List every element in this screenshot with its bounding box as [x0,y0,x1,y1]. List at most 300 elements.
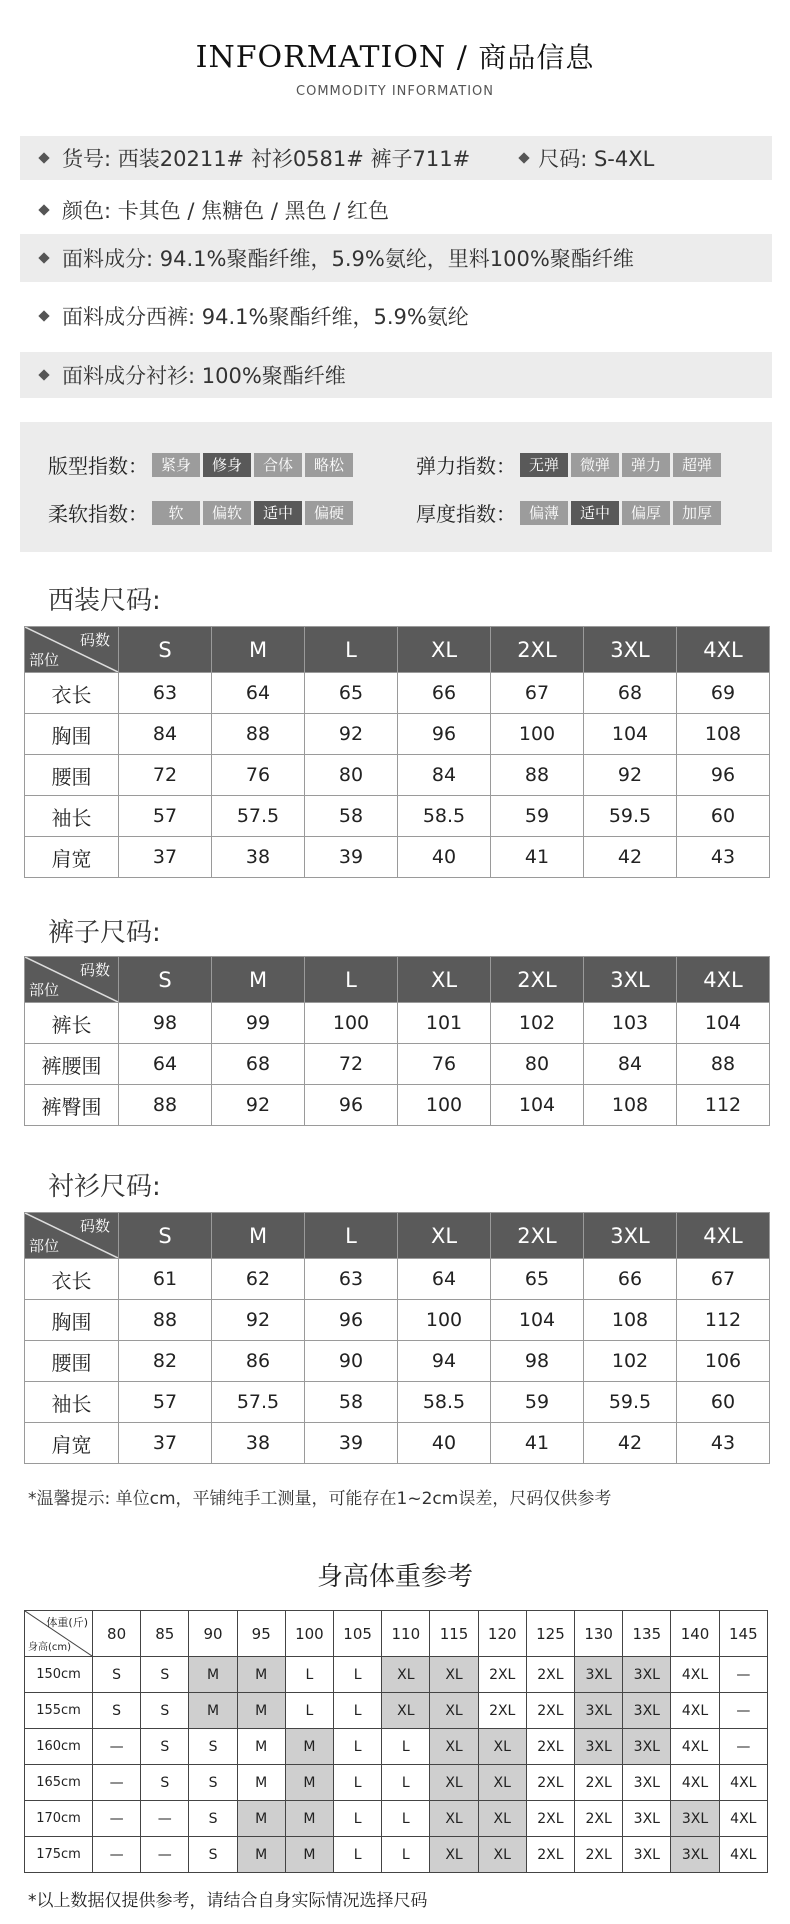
size-cell: S [93,1693,141,1729]
size-header: L [305,627,398,673]
size-cell: S [189,1801,237,1837]
info-row-color [20,190,772,230]
table-row [25,796,770,837]
table-row [25,1300,770,1341]
table-cell: 108 [584,1085,677,1126]
size-cell: — [93,1801,141,1837]
fit-index-label: 版型指数： [48,454,148,478]
size-header: 2XL [491,627,584,673]
size-header: 2XL [491,957,584,1003]
table-cell: 104 [584,714,677,755]
size-cell: 2XL [478,1693,526,1729]
size-cell: — [719,1693,767,1729]
table-cell: 98 [119,1003,212,1044]
size-cell: — [719,1657,767,1693]
table-cell: 59 [491,1382,584,1423]
row-label: 裤臀围 [25,1085,119,1126]
size-header: 4XL [677,957,770,1003]
table-row [25,837,770,878]
table-row [25,1765,768,1801]
table-row [25,1085,770,1126]
size-cell: 3XL [623,1801,671,1837]
table-cell: 106 [677,1341,770,1382]
size-cell: XL [430,1693,478,1729]
size-header: S [119,1213,212,1259]
pants-size-title: 裤子尺码: [48,918,161,948]
row-label: 裤长 [25,1003,119,1044]
table-cell: 88 [119,1300,212,1341]
stretch-chip: 超弹 [673,453,721,477]
table-cell: 100 [491,714,584,755]
table-cell: 102 [491,1003,584,1044]
table-cell: 80 [491,1044,584,1085]
row-label: 腰围 [25,755,119,796]
size-cell: M [237,1729,285,1765]
size-cell: — [93,1729,141,1765]
size-cell: L [334,1693,382,1729]
table-cell: 67 [491,673,584,714]
size-header: 3XL [584,627,677,673]
table-cell: 84 [584,1044,677,1085]
thick-index [416,498,724,527]
size-cell: L [285,1693,333,1729]
page-title [0,36,790,76]
size-cell: XL [430,1837,478,1873]
table-cell: 37 [119,1423,212,1464]
size-cell: 3XL [671,1801,719,1837]
size-cell: L [382,1729,430,1765]
size-cell: 3XL [575,1693,623,1729]
soft-index [48,498,356,527]
table-cell: 38 [212,1423,305,1464]
size-cell: — [141,1801,189,1837]
size-header: L [305,957,398,1003]
table-cell: 40 [398,837,491,878]
size-cell: 3XL [623,1729,671,1765]
table-row [25,1259,770,1300]
table-cell: 42 [584,837,677,878]
size-cell: — [141,1837,189,1873]
table-cell: 41 [491,837,584,878]
size-cell: 2XL [526,1765,574,1801]
color-text: 颜色: 卡其色 / 焦糖色 / 黑色 / 红色 [62,199,390,223]
size-cell: XL [430,1729,478,1765]
size-cell: XL [430,1765,478,1801]
diamond-bullet-icon [38,310,49,321]
size-header: 4XL [677,1213,770,1259]
table-cell: 108 [677,714,770,755]
size-cell: 2XL [575,1837,623,1873]
size-cell: M [189,1693,237,1729]
weight-header: 105 [334,1611,382,1657]
size-cell: 3XL [575,1729,623,1765]
measurement-tip: *温馨提示: 单位cm，平铺纯手工测量，可能存在1~2cm误差，尺码仅供参考 [28,1489,612,1509]
height-label: 160cm [25,1729,93,1765]
size-cell: 3XL [671,1837,719,1873]
table-cell: 88 [119,1085,212,1126]
weight-header: 130 [575,1611,623,1657]
size-range-text: 尺码: S-4XL [538,147,655,171]
table-row [25,1003,770,1044]
table-cell: 59.5 [584,1382,677,1423]
table-row [25,1837,768,1873]
table-cell: 58 [305,796,398,837]
soft-chip: 偏硬 [305,501,353,525]
shirt-fabric-text: 面料成分衬衫: 100%聚酯纤维 [62,364,346,388]
page-subtitle: COMMODITY INFORMATION [296,84,494,99]
table-cell: 43 [677,1423,770,1464]
table-cell: 84 [119,714,212,755]
size-cell: XL [478,1837,526,1873]
row-label: 胸围 [25,714,119,755]
table-cell: 108 [584,1300,677,1341]
table-corner-cell [25,627,119,673]
table-cell: 59.5 [584,796,677,837]
stretch-chip-active: 无弹 [520,453,568,477]
size-cell: 3XL [575,1657,623,1693]
stretch-index [416,450,724,479]
table-row [25,1382,770,1423]
size-header: S [119,957,212,1003]
size-cell: 3XL [623,1837,671,1873]
table-cell: 104 [677,1003,770,1044]
table-cell: 66 [398,673,491,714]
table-cell: 112 [677,1085,770,1126]
weight-header: 145 [719,1611,767,1657]
size-cell: M [285,1765,333,1801]
weight-header: 110 [382,1611,430,1657]
table-row [25,755,770,796]
size-header: 3XL [584,957,677,1003]
table-cell: 72 [305,1044,398,1085]
table-cell: 37 [119,837,212,878]
table-cell: 90 [305,1341,398,1382]
table-cell: 101 [398,1003,491,1044]
weight-header: 125 [526,1611,574,1657]
weight-header: 80 [93,1611,141,1657]
size-cell: 4XL [719,1837,767,1873]
row-label: 腰围 [25,1341,119,1382]
table-cell: 76 [212,755,305,796]
diamond-bullet-icon [519,152,530,163]
table-cell: 86 [212,1341,305,1382]
table-header-row [25,1611,768,1657]
size-header: XL [398,957,491,1003]
table-cell: 84 [398,755,491,796]
table-header-row [25,627,770,673]
row-label: 肩宽 [25,837,119,878]
fabric-text: 面料成分: 94.1%聚酯纤维，5.9%氨纶，里料100%聚酯纤维 [62,247,634,271]
stretch-chip: 微弹 [571,453,619,477]
size-header: XL [398,1213,491,1259]
table-cell: 64 [398,1259,491,1300]
size-header: 4XL [677,627,770,673]
size-cell: 3XL [623,1765,671,1801]
row-label: 胸围 [25,1300,119,1341]
footnote: *以上数据仅提供参考，请结合自身实际情况选择尺码 [28,1891,428,1911]
fit-chip: 合体 [254,453,302,477]
page-header [0,36,790,99]
soft-chip: 软 [152,501,200,525]
size-cell: 4XL [719,1801,767,1837]
thick-chip: 加厚 [673,501,721,525]
table-cell: 100 [398,1300,491,1341]
size-cell: L [382,1765,430,1801]
row-label: 衣长 [25,1259,119,1300]
table-cell: 64 [119,1044,212,1085]
table-row [25,1693,768,1729]
table-cell: 60 [677,1382,770,1423]
fit-chip-active: 修身 [203,453,251,477]
weight-header: 140 [671,1611,719,1657]
table-cell: 88 [212,714,305,755]
height-label: 170cm [25,1801,93,1837]
size-cell: 3XL [623,1657,671,1693]
size-cell: M [237,1801,285,1837]
suit-size-title: 西装尺码: [48,586,161,616]
table-cell: 41 [491,1423,584,1464]
table-cell: 92 [305,714,398,755]
size-header: M [212,1213,305,1259]
diamond-bullet-icon [38,369,49,380]
table-cell: 72 [119,755,212,796]
size-cell: XL [430,1801,478,1837]
weight-header: 115 [430,1611,478,1657]
reference-title: 身高体重参考 [316,1562,473,1592]
size-cell: 2XL [575,1765,623,1801]
table-cell: 100 [398,1085,491,1126]
size-cell: 2XL [526,1729,574,1765]
size-header: XL [398,627,491,673]
weight-header: 135 [623,1611,671,1657]
size-cell: S [93,1657,141,1693]
soft-index-label: 柔软指数： [48,502,148,526]
table-cell: 94 [398,1341,491,1382]
table-cell: 39 [305,1423,398,1464]
table-row [25,1801,768,1837]
diamond-bullet-icon [38,152,49,163]
table-cell: 112 [677,1300,770,1341]
size-cell: 4XL [671,1693,719,1729]
row-label: 裤腰围 [25,1044,119,1085]
corner-part-label: 部位 [29,651,60,669]
size-cell: M [189,1657,237,1693]
title-separator: / [446,40,479,75]
title-zh: 商品信息 [478,41,595,74]
weight-header: 100 [285,1611,333,1657]
size-cell: XL [478,1765,526,1801]
table-cell: 66 [584,1259,677,1300]
pants-fabric-text: 面料成分西裤: 94.1%聚酯纤维，5.9%氨纶 [62,305,469,329]
table-cell: 57 [119,796,212,837]
size-cell: 2XL [526,1693,574,1729]
size-cell: 4XL [671,1765,719,1801]
table-cell: 63 [305,1259,398,1300]
size-header: 2XL [491,1213,584,1259]
size-header: 3XL [584,1213,677,1259]
size-cell: L [334,1801,382,1837]
size-cell: S [189,1729,237,1765]
corner-part-label: 部位 [29,1237,60,1255]
size-cell: M [285,1801,333,1837]
table-cell: 82 [119,1341,212,1382]
table-row [25,1657,768,1693]
table-cell: 96 [305,1300,398,1341]
table-header-row [25,1213,770,1259]
fit-index [48,450,356,479]
size-cell: 3XL [623,1693,671,1729]
table-cell: 100 [305,1003,398,1044]
size-header: M [212,957,305,1003]
table-cell: 39 [305,837,398,878]
height-label: 175cm [25,1837,93,1873]
size-cell: L [382,1837,430,1873]
size-cell: XL [382,1657,430,1693]
size-cell: S [189,1837,237,1873]
table-cell: 61 [119,1259,212,1300]
size-cell: XL [478,1801,526,1837]
table-cell: 65 [305,673,398,714]
size-cell: XL [382,1693,430,1729]
table-corner-cell [25,1611,93,1657]
table-cell: 58.5 [398,796,491,837]
fit-chip: 紧身 [152,453,200,477]
table-cell: 103 [584,1003,677,1044]
size-cell: 2XL [575,1801,623,1837]
weight-header: 90 [189,1611,237,1657]
thick-chip: 偏薄 [520,501,568,525]
size-cell: XL [430,1657,478,1693]
table-cell: 59 [491,796,584,837]
stretch-index-label: 弹力指数： [416,454,516,478]
table-row [25,1423,770,1464]
size-cell: S [189,1765,237,1801]
corner-size-label: 码数 [79,631,110,649]
table-cell: 60 [677,796,770,837]
corner-height-label: 身高(cm) [28,1642,72,1653]
diamond-bullet-icon [38,204,49,215]
size-cell: M [237,1693,285,1729]
size-cell: M [237,1657,285,1693]
row-label: 袖长 [25,1382,119,1423]
height-label: 165cm [25,1765,93,1801]
pants-size-table [24,956,770,1126]
diamond-bullet-icon [38,252,49,263]
size-cell: S [141,1657,189,1693]
corner-part-label: 部位 [29,981,60,999]
table-cell: 92 [584,755,677,796]
thick-chip-active: 适中 [571,501,619,525]
table-cell: 104 [491,1300,584,1341]
size-header: M [212,627,305,673]
table-cell: 102 [584,1341,677,1382]
size-cell: M [237,1837,285,1873]
index-panel [20,422,772,552]
size-cell: — [93,1765,141,1801]
table-cell: 88 [677,1044,770,1085]
row-label: 衣长 [25,673,119,714]
corner-size-label: 码数 [79,961,110,979]
table-row [25,1044,770,1085]
table-corner-cell [25,957,119,1003]
table-cell: 57.5 [212,1382,305,1423]
table-cell: 65 [491,1259,584,1300]
table-cell: 96 [398,714,491,755]
info-row-pants-fabric [20,292,772,340]
size-header: S [119,627,212,673]
weight-header: 95 [237,1611,285,1657]
table-cell: 68 [584,673,677,714]
table-cell: 88 [491,755,584,796]
thick-chip: 偏厚 [622,501,670,525]
size-cell: S [141,1729,189,1765]
table-cell: 67 [677,1259,770,1300]
table-cell: 57 [119,1382,212,1423]
table-cell: 42 [584,1423,677,1464]
size-cell: 4XL [671,1657,719,1693]
size-cell: M [285,1837,333,1873]
stretch-chip: 弹力 [622,453,670,477]
table-cell: 104 [491,1085,584,1126]
table-cell: 64 [212,673,305,714]
table-cell: 76 [398,1044,491,1085]
table-cell: 96 [677,755,770,796]
corner-size-label: 码数 [79,1217,110,1235]
table-row [25,1729,768,1765]
weight-header: 120 [478,1611,526,1657]
weight-header: 85 [141,1611,189,1657]
size-cell: L [334,1729,382,1765]
size-cell: S [141,1693,189,1729]
size-cell: 2XL [526,1837,574,1873]
table-cell: 96 [305,1085,398,1126]
height-label: 150cm [25,1657,93,1693]
table-cell: 40 [398,1423,491,1464]
table-cell: 38 [212,837,305,878]
table-cell: 43 [677,837,770,878]
size-cell: L [285,1657,333,1693]
size-cell: M [285,1729,333,1765]
size-cell: L [334,1837,382,1873]
height-label: 155cm [25,1693,93,1729]
soft-chip: 偏软 [203,501,251,525]
table-cell: 58 [305,1382,398,1423]
size-header: L [305,1213,398,1259]
size-cell: 4XL [719,1765,767,1801]
fit-chip: 略松 [305,453,353,477]
shirt-size-title: 衬衫尺码: [48,1172,161,1202]
table-cell: 68 [212,1044,305,1085]
table-cell: 62 [212,1259,305,1300]
title-en: INFORMATION [195,40,447,75]
size-cell: L [334,1765,382,1801]
soft-chip-active: 适中 [254,501,302,525]
size-cell: S [141,1765,189,1801]
table-cell: 80 [305,755,398,796]
table-row [25,714,770,755]
size-cell: 2XL [478,1657,526,1693]
size-cell: 2XL [526,1657,574,1693]
table-cell: 69 [677,673,770,714]
info-row-sku [20,136,772,180]
sku-text: 货号: 西装20211# 衬衫0581# 裤子711# [62,147,471,171]
table-cell: 57.5 [212,796,305,837]
size-cell: M [237,1765,285,1801]
table-cell: 63 [119,673,212,714]
size-cell: L [334,1657,382,1693]
table-cell: 92 [212,1300,305,1341]
row-label: 肩宽 [25,1423,119,1464]
